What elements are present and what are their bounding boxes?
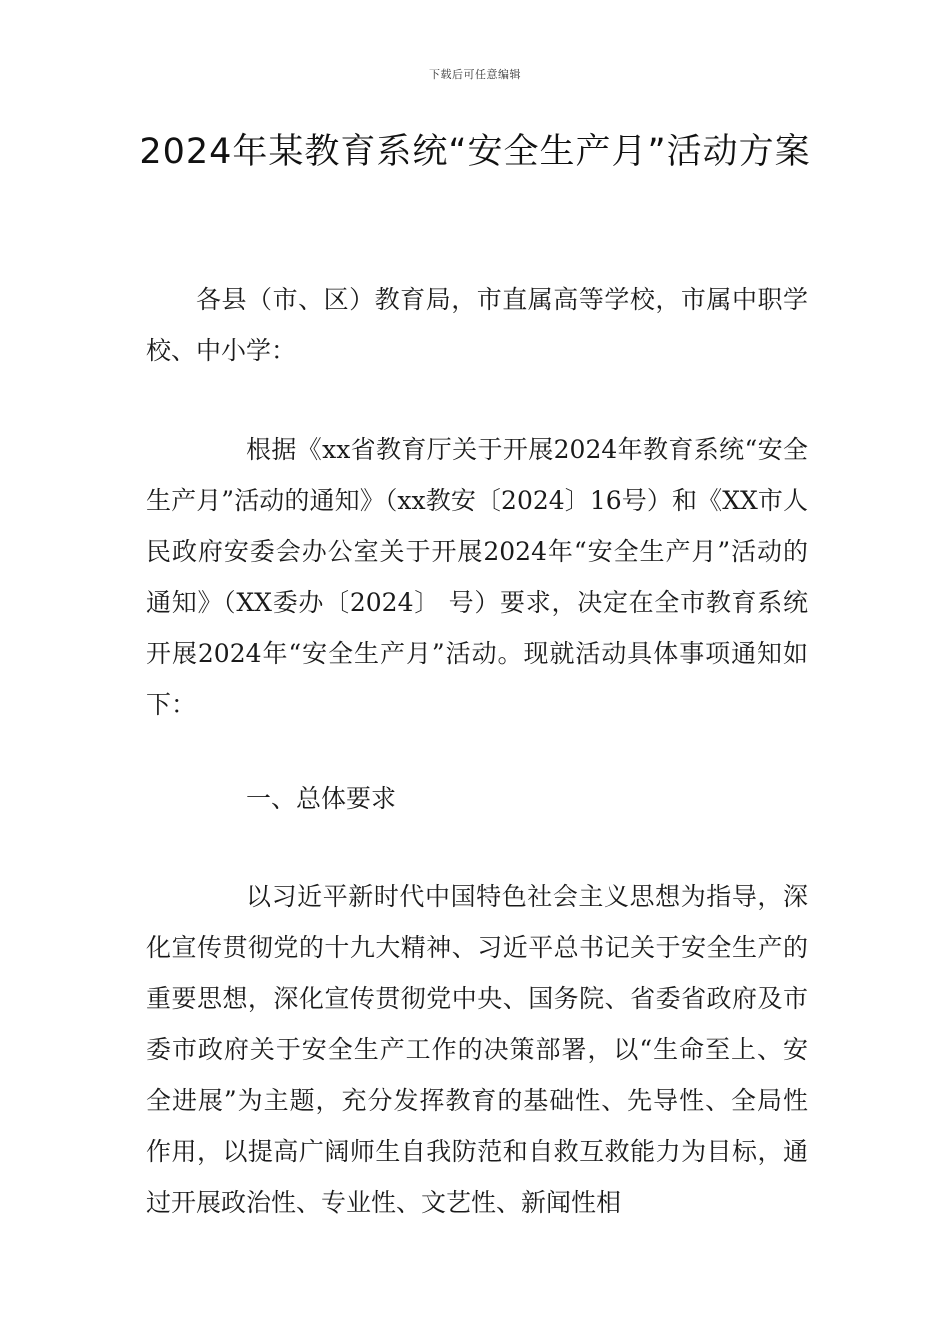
document-title: 2024年某教育系统“安全生产月”活动方案 — [139, 132, 811, 172]
header-note: 下载后可任意编辑 — [429, 68, 521, 81]
section-heading: 一、总体要求 — [246, 784, 397, 813]
salutation-paragraph: 各县（市、区）教育局，市直属高等学校，市属中职学校、中小学： — [146, 285, 808, 365]
general-requirements-paragraph: 以习近平新时代中国特色社会主义思想为指导，深化宣传贯彻党的十九大精神、习近平总书记关于安全生产的重要思想，深化宣传贯彻党中央、国务院、省委省政府及市委市政府关于安全生产工作的决策部署，以“生命至上、安全进展”为主题，充分发挥教育的基础性、先导性、全局性作用，以提高广阔师生自我防范和自救互救能力为目标，通过开展政治性、专业性、文艺性、新闻性相 — [146, 882, 808, 1217]
basis-paragraph: 根据《xx省教育厅关于开展2024年教育系统“安全生产月”活动的通知》（xx教安〔2024〕16号）和《XX市人民政府安委会办公室关于开展2024年“安全生产月”活动的通知》（XX委办〔2024〕 号）要求，决定在全市教育系统开展2024年“安全生产月”活动。现就活动具体事项通知如下： — [146, 435, 808, 719]
